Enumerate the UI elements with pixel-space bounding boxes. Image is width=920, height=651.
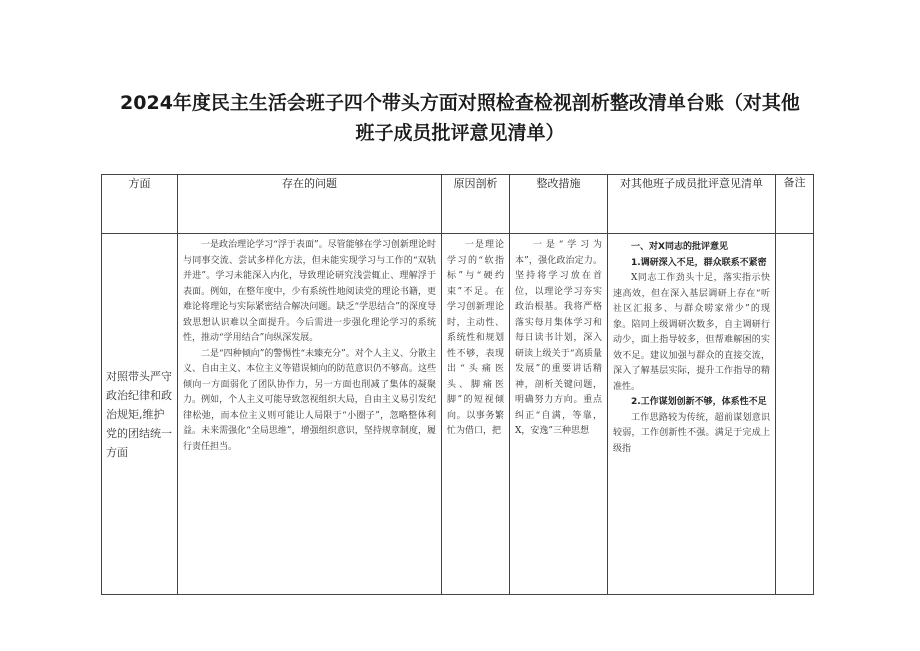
- table-header-row: [102, 175, 814, 234]
- cell-criticism: [608, 234, 776, 595]
- problem-paragraph-2: 二是“四种倾向”的警惕性“未臻充分”。对个人主义、分散主义、自由主义、本位主义等错误倾向的防范意识仍不够高。这些倾向一方面弱化了团队协作力，另一方面也削减了集体的凝聚力。例如，个人主义可能导致忽视组织大局，自由主义易引发纪律松弛，而本位主义则可能让人局限于“小圈子”，忽略整体利益。未来需强化“全局思维”，增强组织意识，坚持规章制度，履行责任担当。: [183, 348, 436, 452]
- problem-paragraph-1: 一是政治理论学习“浮于表面”。尽管能够在学习创新理论时与同事交流、尝试多样化方法，但未能实现学习与工作的“双轨并进”。学习未能深入内化，导致理论研究浅尝辄止、理解浮于表面。例如，在整年度中，少有系统性地阅读党的理论书籍，更难论将理论与实际紧密结合解决问题。缺乏“学思结合”的深度导致思想认识难以全面提升。今后需进一步强化理论学习的系统性，推动“学用结合”向纵深发展。: [183, 240, 436, 343]
- criticism-heading: 一、对X同志的批评意见: [631, 242, 728, 252]
- header-measures: 整改措施: [510, 175, 608, 234]
- criticism-item-1-text: X同志工作劲头十足，落实指示快速高效，但在深入基层调研上存在“听社区汇报多、与群众唠家常少”的现象。陪同上级调研次数多，自主调研行动少，面上指导较多，但帮难解困的实效不足。建议加强与群众的直接交流，深入了解基层实际，提升工作指导的精准性。: [613, 273, 770, 392]
- causes-text: 一是理论学习的“软指标”与“硬约束”不足。在学习创新理论时，主动性、系统性和规划性不够，表现出“头痛医头、脚痛医脚”的短视倾向。以事务繁忙为借口，把: [447, 240, 504, 436]
- document-title: [80, 88, 840, 148]
- header-notes: 备注: [776, 175, 814, 234]
- measures-text: 一是“学习为本”，强化政治定力。坚持将学习放在首位，以理论学习夯实政治根基。我将严格落实每月集体学习和每日读书计划，深入研读上级关于“高质量发展”的重要讲话精神，剖析关键问题，明确努力方向。重点纠正“自满，等靠，X，安逸”三种思想: [515, 240, 602, 436]
- header-aspect: 方面: [102, 175, 178, 234]
- title-line-1: 2024年度民主生活会班子四个带头方面对照检查检视剖析整改清单台账（对其他: [120, 92, 800, 114]
- header-causes: 原因剖析: [442, 175, 510, 234]
- cell-measures: [510, 234, 608, 595]
- header-problems: 存在的问题: [178, 175, 442, 234]
- header-criticism: 对其他班子成员批评意见清单: [608, 175, 776, 234]
- title-line-2: 班子成员批评意见清单）: [355, 122, 565, 144]
- cell-problems: [178, 234, 442, 595]
- cell-aspect: 对照带头严守政治纪律和政治规矩,维护党的团结统一方面: [102, 234, 178, 595]
- criticism-item-1-title: 1.调研深入不足，群众联系不紧密: [631, 257, 767, 268]
- criticism-item-2-title: 2.工作谋划创新不够，体系性不足: [631, 397, 767, 407]
- rectification-ledger-table: [101, 174, 814, 595]
- criticism-item-2-text: 工作思路较为传统，超前谋划意识较弱，工作创新性不强。满足于完成上级指: [613, 412, 770, 454]
- cell-causes: [442, 234, 510, 595]
- table-row: [102, 234, 814, 595]
- cell-notes: [776, 234, 814, 595]
